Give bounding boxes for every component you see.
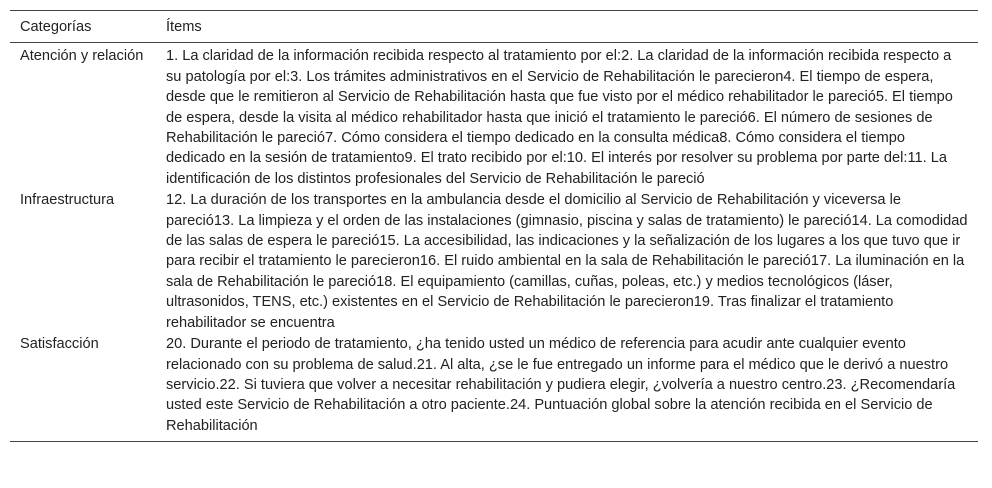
table-body bbox=[10, 43, 978, 442]
header-categories: Categorías bbox=[10, 11, 156, 43]
table-row bbox=[10, 333, 978, 442]
category-cell: Atención y relación bbox=[20, 48, 144, 65]
table-row bbox=[10, 189, 978, 333]
header-items: Ítems bbox=[156, 11, 978, 43]
header-row bbox=[10, 11, 978, 43]
table-header bbox=[10, 11, 978, 43]
categories-table-container bbox=[10, 10, 978, 442]
items-cell: 20. Durante el periodo de tratamiento, ¿ha tenido usted un médico de referencia para acudir ante cualquier evento relacionado con su problema de salud.21. Al alta, ¿se le fue entregado un informe para el médico que le derivó a nuestro servicio.22. Si tuviera que volver a necesitar rehabilitación y pudiera elegir, ¿volvería a nuestro centro.23. ¿Recomendaría usted este Servicio de Rehabilitación a otro paciente.24. Puntuación global sobre la atención recibida en el Servicio de Rehabilitación bbox=[156, 333, 978, 442]
category-cell: Infraestructura bbox=[20, 192, 115, 209]
items-cell: 1. La claridad de la información recibida respecto al tratamiento por el:2. La claridad de la información recibida respecto a su patología por el:3. Los trámites administrativos en el Servicio de Rehabilitación le parecieron4. El tiempo de espera, desde que le remitieron al Servicio de Rehabilitación hasta que fue visto por el médico rehabilitador le pareció5. El tiempo de espera, desde la visita al médico rehabilitador hasta que inició el tratamiento le pareció6. El número de sesiones de Rehabilitación le pareció7. Cómo considera el tiempo dedicado en la consulta médica8. Cómo considera el tiempo dedicado en la sesión de tratamiento9. El trato recibido por el:10. El interés por resolver su problema por parte del:11. La identificación de los distintos profesionales del Servicio de Rehabilitación le pareció bbox=[166, 48, 953, 187]
table-row bbox=[10, 43, 978, 189]
items-cell: 12. La duración de los transportes en la ambulancia desde el domicilio al Servicio de Rehabilitación y viceversa le pareció13. La limpieza y el orden de las instalaciones (gimnasio, piscina y salas de tratamiento) le pareció14. La comodidad de las salas de espera le pareció15. La accesibilidad, las indicaciones y la señalización de los lugares a los que tuvo que ir para recibir el tratamiento le parecieron16. El ruido ambiental en la sala de Rehabilitación le pareció17. La iluminación en la sala de Rehabilitación le pareció18. El equipamiento (camillas, cuñas, poleas, etc.) y medios tecnológicos (láser, ultrasonidos, TENS, etc.) existentes en el Servicio de Rehabilitación le parecieron19. Tras finalizar el tratamiento rehabilitador se encuentra bbox=[166, 192, 968, 331]
categories-table bbox=[10, 10, 978, 442]
category-cell: Satisfacción bbox=[10, 333, 156, 442]
